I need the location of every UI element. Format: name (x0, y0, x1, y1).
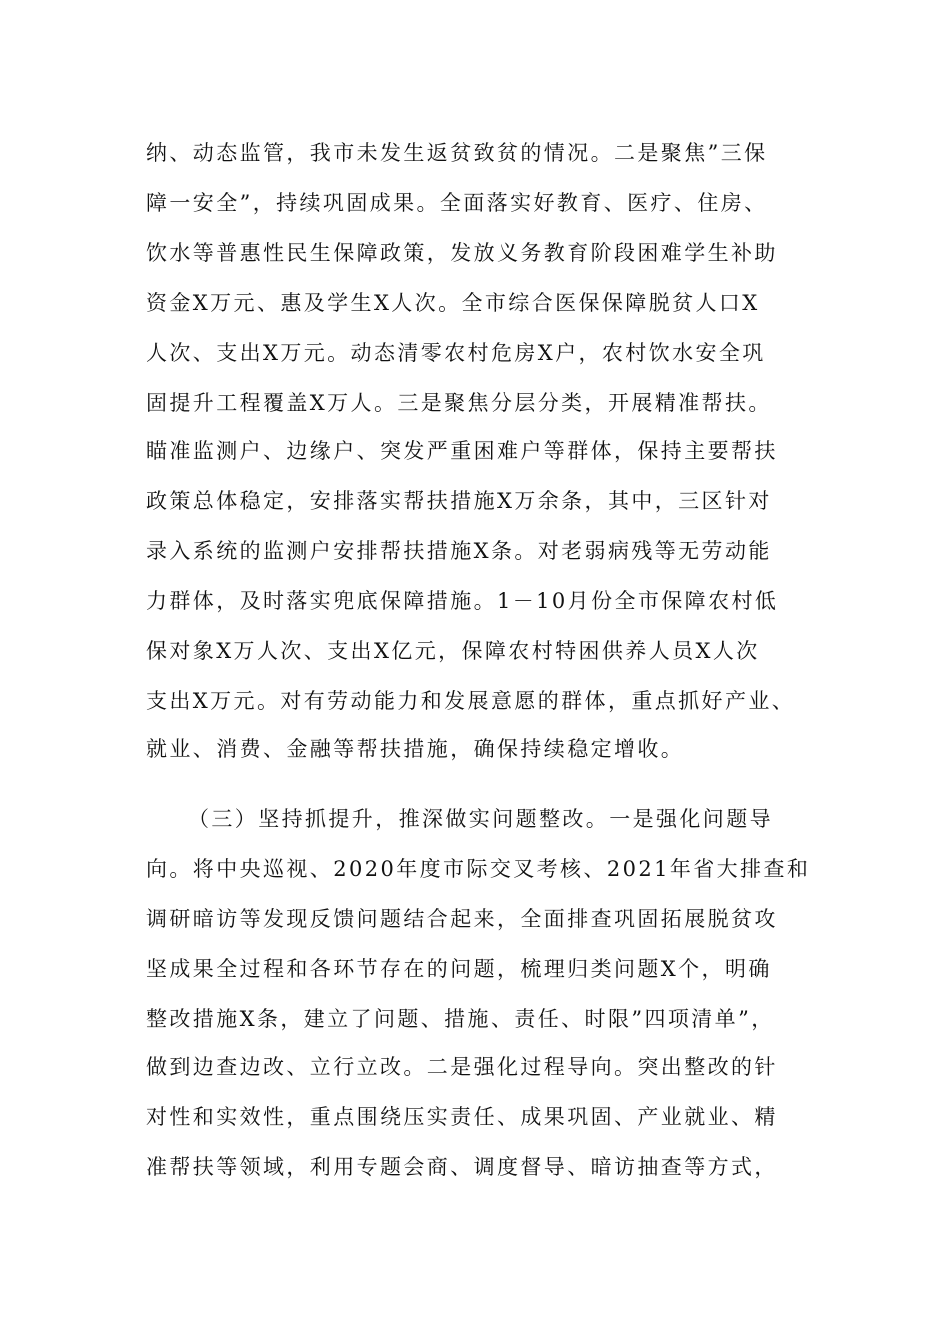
text-line: 对性和实效性，重点围绕压实责任、成果巩固、产业就业、精 (146, 1105, 778, 1129)
text-line: 坚成果全过程和各环节存在的问题，梳理归类问题X个，明确 (146, 957, 772, 981)
text-line: 障一安全”，持续巩固成果。全面落实好教育、医疗、住房、 (146, 191, 768, 215)
text-line: 准帮扶等领域，利用专题会商、调度督导、暗访抽查等方式， (146, 1155, 778, 1179)
text-line: 固提升工程覆盖X万人。三是聚焦分层分类，开展精准帮扶。 (146, 391, 772, 415)
text-line: 资金X万元、惠及学生X人次。全市综合医保保障脱贫人口X (146, 291, 760, 315)
text-line: 调研暗访等发现反馈问题结合起来，全面排查巩固拓展脱贫攻 (146, 907, 778, 931)
text-line: 做到边查边改、立行立改。二是强化过程导向。突出整改的针 (146, 1055, 778, 1079)
text-line: 向。将中央巡视、2020年度市际交叉考核、2021年省大排查和 (146, 857, 811, 881)
text-line: 饮水等普惠性民生保障政策，发放义务教育阶段困难学生补助 (146, 241, 778, 265)
text-line: 人次、支出X万元。动态清零农村危房X户，农村饮水安全巩 (146, 341, 766, 365)
text-line: 支出X万元。对有劳动能力和发展意愿的群体，重点抓好产业、 (146, 689, 796, 713)
section-heading-line: （三）坚持抓提升，推深做实问题整改。一是强化问题导 (188, 807, 773, 831)
text-line: 录入系统的监测户安排帮扶措施X条。对老弱病残等无劳动能 (146, 539, 772, 563)
text-line: 政策总体稳定，安排落实帮扶措施X万余条，其中，三区针对 (146, 489, 772, 513)
text-line: 纳、动态监管，我市未发生返贫致贫的情况。二是聚焦”三保 (146, 141, 768, 165)
text-line: 瞄准监测户、边缘户、突发严重困难户等群体，保持主要帮扶 (146, 439, 778, 463)
text-line: 整改措施X条，建立了问题、措施、责任、时限”四项清单”， (146, 1007, 775, 1031)
text-line: 就业、消费、金融等帮扶措施，确保持续稳定增收。 (146, 737, 685, 761)
text-line: 保对象X万人次、支出X亿元，保障农村特困供养人员X人次 (146, 639, 760, 663)
text-line: 力群体，及时落实兜底保障措施。1－10月份全市保障农村低 (146, 589, 779, 613)
